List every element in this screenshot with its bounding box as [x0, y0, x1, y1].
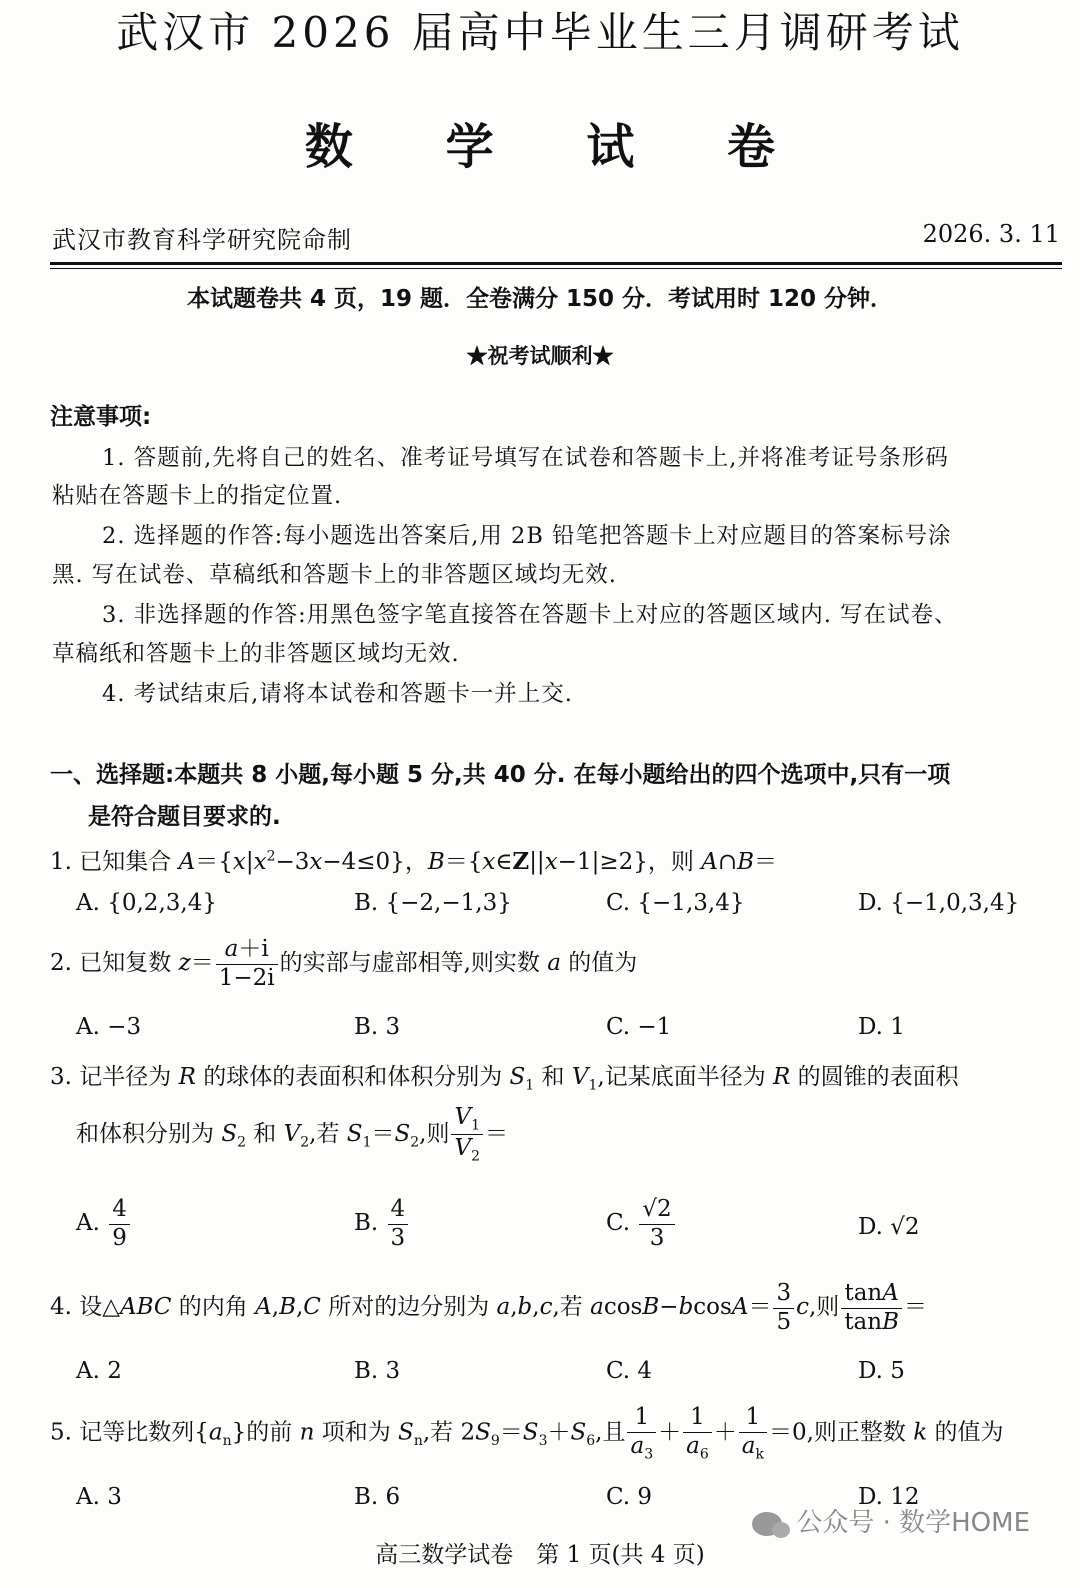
note-line: 草稿纸和答题卡上的非答题区域均无效.	[52, 641, 460, 667]
wechat-icon	[752, 1512, 782, 1536]
header-rule-thick	[50, 262, 1062, 265]
exam-subtitle: 数 学 试 卷	[304, 119, 814, 175]
q5-option-d[interactable]: D. 12	[858, 1484, 920, 1510]
notes-heading: 注意事项:	[50, 404, 152, 430]
question-5: 5. 记等比数列$\{a_n\}$的前 n 项和为 $S_n$,若 $2S_9=S_3+S_6$,且 $\frac{1}{a_3}$ ＋ $\frac{1}{a_6}$ ＋ $\frac{1}{a_k}$ ＝0,则正整数 k 的值为	[50, 1404, 1004, 1463]
page-footer: 高三数学试卷 第 1 页(共 4 页)	[375, 1542, 705, 1568]
watermark	[752, 1502, 1030, 1539]
note-line: 2. 选择题的作答:每小题选出答案后,用 2B 铅笔把答题卡上对应题目的答案标号涂	[102, 523, 952, 549]
section-heading-cont: 是符合题目要求的.	[88, 804, 281, 830]
exam-title: 武汉市 2026 届高中毕业生三月调研考试	[116, 8, 964, 57]
q2-option-b[interactable]: B. 3	[354, 1014, 401, 1040]
note-line: 4. 考试结束后,请将本试卷和答题卡一并上交.	[102, 681, 573, 707]
q4-option-a[interactable]: A. 2	[76, 1358, 122, 1384]
note-line: 黑. 写在试卷、草稿纸和答题卡上的非答题区域均无效.	[52, 562, 617, 588]
q3-option-b[interactable]: B. $\frac{4}{3}$	[354, 1196, 410, 1252]
note-line: 1. 答题前,先将自己的姓名、准考证号填写在试卷和答题卡上,并将准考证号条形码	[102, 445, 949, 471]
section-heading: 一、选择题:本题共 8 小题,每小题 5 分,共 40 分. 在每小题给出的四个选项中,只有一项	[50, 762, 951, 788]
q2-option-d[interactable]: D. 1	[858, 1014, 905, 1040]
watermark-text: 公众号 · 数学HOME	[796, 1508, 1030, 1538]
q3-option-a[interactable]: A. $\frac{4}{9}$	[76, 1196, 132, 1252]
q3-option-c[interactable]: C. $\frac{√2}{3}$	[606, 1196, 677, 1252]
note-line: 3. 非选择题的作答:用黑色签字笔直接答在答题卡上对应的答题区域内. 写在试卷、	[102, 602, 958, 628]
question-1: 1. 已知集合 $A=\{x|x^2-3x-4\le 0\}$，B＝{x∈Z||x−1|≥2}，则 A∩B＝	[50, 848, 777, 875]
q4-option-c[interactable]: C. 4	[606, 1358, 653, 1384]
q1-option-c[interactable]: C. {−1,3,4}	[606, 890, 745, 916]
header-rule-thin	[50, 268, 1062, 269]
note-line: 粘贴在答题卡上的指定位置.	[52, 483, 343, 509]
exam-date: 2026. 3. 11	[922, 220, 1060, 248]
question-3: 3. 记半径为 R 的球体的表面积和体积分别为 $S_1$ 和 $V_1$,记某底面半径为 R 的圆锥的表面积	[50, 1064, 959, 1094]
q1-option-b[interactable]: B. {−2,−1,3}	[354, 890, 512, 916]
issuing-org: 武汉市教育科学研究院命制	[52, 226, 352, 254]
exam-intro: 本试题卷共 4 页，19 题．全卷满分 150 分．考试用时 120 分钟．	[186, 286, 894, 312]
q5-option-a[interactable]: A. 3	[76, 1484, 122, 1510]
q5-option-c[interactable]: C. 9	[606, 1484, 653, 1510]
q5-option-b[interactable]: B. 6	[354, 1484, 401, 1510]
q2-option-a[interactable]: A. −3	[76, 1014, 142, 1040]
q4-option-d[interactable]: D. 5	[858, 1358, 905, 1384]
q1-option-d[interactable]: D. {−1,0,3,4}	[858, 890, 1020, 916]
question-4: 4. 设△ABC 的内角 A,B,C 所对的边分别为 a,b,c,若 acosB−bcosA＝ $\frac{3}{5}$ c,则 $\frac{\tan A}{\tan B}$ ＝	[50, 1280, 927, 1335]
q4-option-b[interactable]: B. 3	[354, 1358, 401, 1384]
good-luck-banner: ★祝考试顺利★	[466, 343, 614, 368]
q3-option-d[interactable]: D. √2	[858, 1214, 920, 1240]
q2-option-c[interactable]: C. −1	[606, 1014, 672, 1040]
q1-option-a[interactable]: A. {0,2,3,4}	[76, 890, 217, 916]
question-2: 2. 已知复数 z＝ $\frac{a+i}{1-2i}$ 的实部与虚部相等,则实数 a 的值为	[50, 936, 638, 991]
question-3-cont: 和体积分别为 $S_2$ 和 $V_2$,若 $S_1=S_2$,则 $\frac{V_1}{V_2}$ ＝	[76, 1104, 509, 1165]
